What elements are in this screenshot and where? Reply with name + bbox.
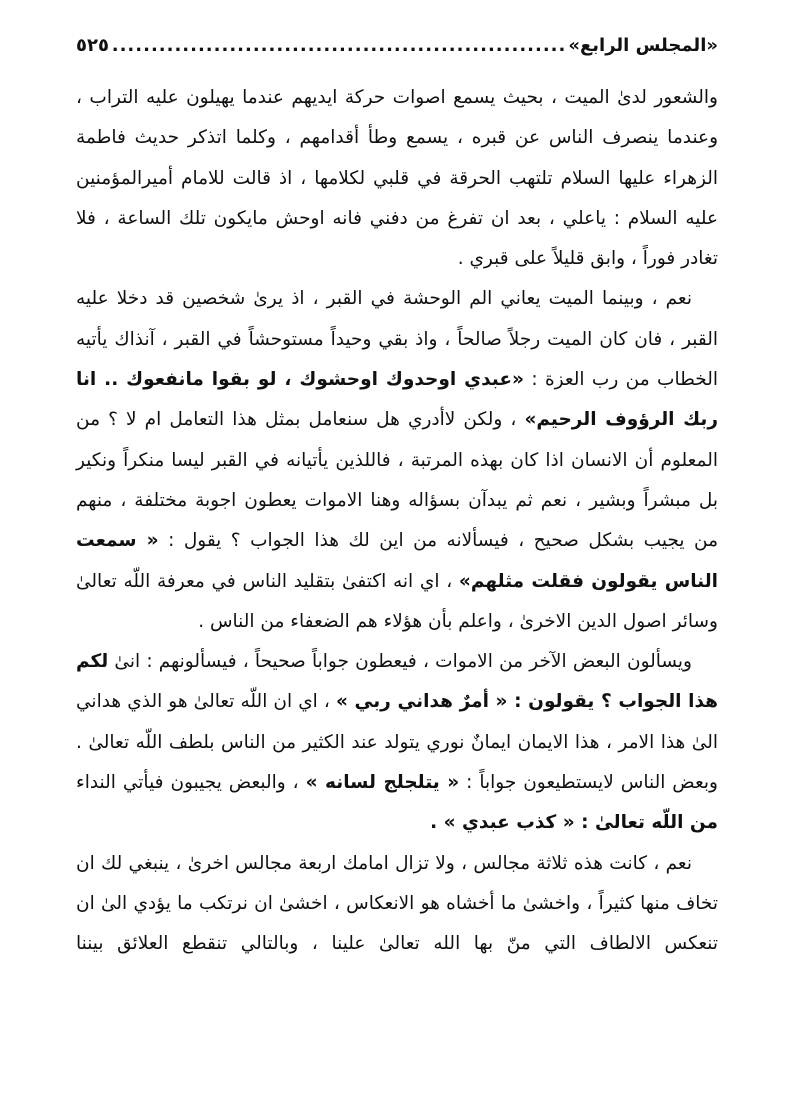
quote-run: من اللّه تعالىٰ : « كذب عبدي » . xyxy=(430,812,718,834)
text-run: نعم ، وبينما الميت يعاني الم الوحشة في القبر ، اذ يرىٰ شخصين قد دخلا عليه القبر ، فان كان الميت رجلاً صالحاً ، واذ بقي وحيداً مستوحشاً في القبر ، آنذاك يأتيه الخطاب من رب العزة : xyxy=(76,288,718,391)
page-number: ٥٢٥ xyxy=(76,34,109,56)
paragraph-4 xyxy=(76,844,718,965)
leader-dots xyxy=(111,35,566,56)
text-run: ويسألون البعض الآخر من الاموات ، فيعطون جواباً صحيحاً ، فيسألونهم : انىٰ xyxy=(108,651,692,673)
quote-run: « سمعت الناس يقولون فقلت مثلهم» xyxy=(76,530,719,592)
quote-run: «عبدي اوحدوك اوحشوك ، لو بقوا مانفعوك .. انا ربك الرؤوف الرحيم» xyxy=(76,369,718,431)
text-run: ، ولكن لاأدري هل سنعامل بمثل هذا التعامل ام لا ؟ من المعلوم أن الانسان اذا كان بهذه المرتبة ، فاللذين يأتيانه في القبر ليسا منكراً ونكير بل مبشراً وبشير ، نعم ثم يبدآن بسؤاله وهنا الاموات يعطون اجوبة مختلفة ، منهم من يجيب بشكل صحيح ، فيسألانه من اين لك هذا الجواب ؟ يقول : xyxy=(76,409,718,552)
chapter-title: «المجلس الرابع» xyxy=(568,34,718,56)
paragraph-1 xyxy=(76,78,718,279)
text-run: ، والبعض يجيبون فيأتي النداء xyxy=(76,772,306,794)
quote-run: « يتلجلج لسانه » xyxy=(305,772,460,794)
paragraph-3 xyxy=(76,642,718,843)
text-run: ، اي ان اللّه تعالىٰ هو الذي هداني الىٰ هذا الامر ، هذا الايمان ايمانٌ نوري يتولد عند الكثير من الناس بلطف اللّه تعالىٰ . وبعض الناس لايستطيعون جواباً : xyxy=(76,691,718,794)
quote-run: لكم هذا الجواب ؟ يقولون : « أمرٌ هداني ربي » xyxy=(76,651,718,713)
paragraph-2 xyxy=(76,279,718,642)
body-text xyxy=(76,78,718,965)
text-run: نعم ، كانت هذه ثلاثة مجالس ، ولا تزال امامك اربعة مجالس اخرىٰ ، ينبغي لك ان تخاف منها كثيراً ، واخشىٰ ما أخشاه هو الانعكاس ، اخشىٰ ان نرتكب ما يؤدي الىٰ ان تنعكس الالطاف التي منّ بها الله تعالىٰ علينا ، وبالتالي تنقطع العلائق بيننا xyxy=(76,852,718,955)
text-run: ، اي انه اكتفىٰ بتقليد الناس في معرفة اللّه تعالىٰ وسائر اصول الدين الاخرىٰ ، واعلم بأن هؤلاء هم الضعفاء من الناس . xyxy=(76,570,718,632)
running-header xyxy=(76,30,718,60)
text-run: والشعور لدىٰ الميت ، بحيث يسمع اصوات حركة ايديهم عندما يهيلون عليه التراب ، وعندما ينصرف الناس عن قبره ، يسمع وطأ أقدامهم ، وكلما اتذكر حديث فاطمة الزهراء عليها السلام تلتهب الحرقة في قلبي لكلامها ، اذ قالت للامام أميرالمؤمنين عليه السلام : ياعلي ، بعد ان تفرغ من دفني فانه اوحش مايكون تلك الساعة ، فلا تغادر فوراً ، وابق قليلاً على قبري . xyxy=(76,87,718,270)
